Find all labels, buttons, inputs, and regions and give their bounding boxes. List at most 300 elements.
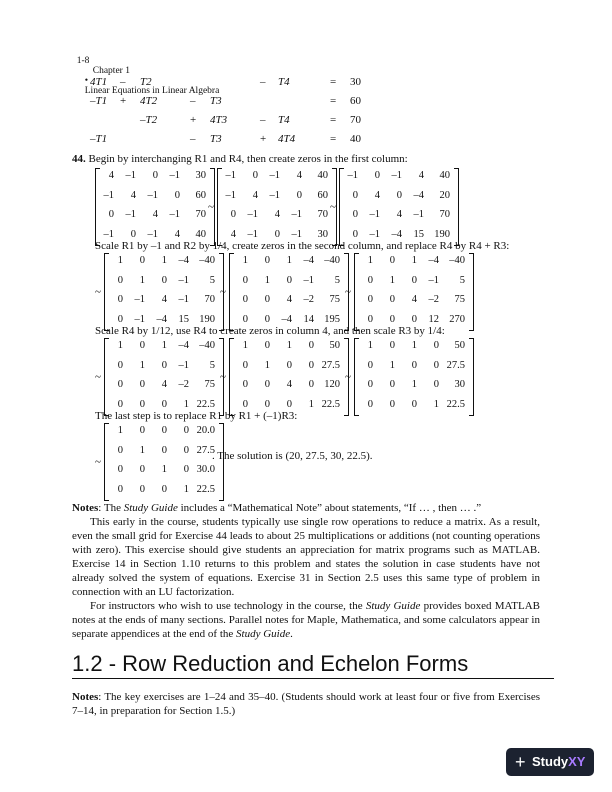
matrix-entry: –1 [178,274,189,286]
matrix-entry: 0 [367,398,373,410]
matrix-entry: –1 [225,170,236,181]
matrix-entry: 4 [296,170,302,181]
matrix-row [96,168,214,188]
matrix-row [230,338,348,358]
notes-paragraph-3 [72,599,540,641]
system-term: –T1 [90,95,108,107]
matrix-entry: 0 [411,313,417,325]
system-term: –T2 [140,114,158,126]
matrix-entry: 190 [199,313,215,325]
matrix-entry: 22.5 [196,483,215,495]
matrix-entry: 0 [117,464,123,475]
matrix-entry: 40 [317,170,328,181]
section-rule [72,678,554,679]
matrix-entry: 0 [389,294,395,305]
matrix-entry: 0 [139,379,145,390]
matrix-entry: 20.0 [196,425,215,436]
matrix-row [105,273,223,293]
augmented-matrix [229,338,349,416]
matrix-entry: 0 [389,379,395,390]
matrix-entry: 1 [286,340,292,351]
system-term: = [330,76,337,88]
matrix-row [340,188,458,208]
system-term: + [260,133,267,145]
augmented-matrix [104,423,224,501]
matrix-entry: 0 [242,398,248,410]
system-term: – [120,76,126,88]
system-term: T2 [140,76,152,88]
system-term: 4T2 [140,95,158,107]
system-term: = [330,133,337,145]
matrix-entry: 0 [183,444,189,456]
matrix-entry: –1 [428,274,439,286]
matrix-row [105,482,223,502]
matrix-entry: 1 [411,340,417,351]
system-term: 70 [350,114,361,126]
matrix-entry: 27.5 [321,359,340,371]
system-term: 4T4 [278,133,296,145]
matrix-entry: 0 [264,398,270,410]
matrix-entry: –1 [125,209,136,220]
matrix-entry: –1 [147,189,158,201]
matrix-entry: 0 [161,274,167,286]
matrix-entry: –1 [134,294,145,305]
matrix-entry: 30 [317,228,328,240]
matrix-entry: 0 [374,170,380,181]
system-term: + [120,95,127,107]
system-term: 4T3 [210,114,228,126]
matrix-entry: 15 [413,228,424,240]
matrix-entry: –1 [169,170,180,181]
matrix-entry: 0 [161,425,167,436]
matrix-entry: 1 [433,398,439,410]
matrix-row [105,377,223,397]
matrix-entry: 1 [161,255,167,266]
notes-p3-c: . [290,628,293,640]
matrix-entry: 0 [367,359,373,371]
matrix-entry: 1 [389,359,395,371]
matrix-entry: 60 [195,189,206,201]
row-equivalence-tilde: ~ [220,286,226,298]
matrix-entry: 0 [174,189,180,201]
matrix-entry: 0 [139,464,145,475]
badge-study: Study [532,754,569,769]
exercise-text: Begin by interchanging R1 and R4, then create zeros in the first column: [88,153,408,165]
matrix-row [230,273,348,293]
matrix-entry: –1 [225,189,236,201]
matrix-entry: 1 [367,255,373,266]
matrix-entry: 4 [130,189,136,201]
matrix-entry: 14 [303,313,314,325]
matrix-entry: 0 [433,379,439,390]
matrix-row [105,292,223,312]
matrix-entry: 0 [139,255,145,266]
caption-step3: Scale R4 by 1/12, use R4 to create zeros in column 4, and then scale R3 by 1/4: [95,325,445,337]
matrix-entry: 0 [411,398,417,410]
notes-label: Notes [72,691,99,703]
matrix-entry: 70 [439,209,450,220]
matrix-row [355,292,473,312]
matrix-entry: –4 [303,255,314,266]
matrix-entry: –1 [134,313,145,325]
matrix-entry: 70 [317,209,328,220]
matrix-row [230,377,348,397]
matrix-entry: 1 [308,398,314,410]
exercise-44-intro [72,153,408,165]
system-term: 60 [350,95,361,107]
matrix-entry: 1 [161,340,167,351]
matrix-row [105,253,223,273]
study-guide-ref: Study Guide [365,600,421,612]
matrix-entry: 0 [242,379,248,390]
matrix-entry: 0 [117,398,123,410]
matrix-entry: 1 [264,274,270,286]
augmented-matrix [104,338,224,416]
matrix-entry: 0 [161,483,167,495]
notes-label: Notes [72,502,99,514]
chapter-title: Linear Equations in Linear Algebra [84,86,220,96]
matrix-entry: 0 [242,359,248,371]
system-term: – [190,133,196,145]
matrix-entry: 4 [174,228,180,240]
matrix-entry: 1 [139,444,145,456]
matrix-entry: –2 [303,294,314,305]
matrix-entry: 75 [204,379,215,390]
row-equivalence-tilde: ~ [95,371,101,383]
matrix-entry: 1 [264,359,270,371]
matrix-entry: 0 [117,294,123,305]
matrix-entry: 0 [389,398,395,410]
matrix-entry: 22.5 [196,398,215,410]
matrix-entry: 0 [139,340,145,351]
row-equivalence-tilde: ~ [95,286,101,298]
matrix-entry: 4 [230,228,236,240]
matrix-entry: –4 [178,340,189,351]
matrix-entry: 0 [352,228,358,240]
augmented-matrix [229,253,349,331]
matrix-entry: –1 [178,294,189,305]
matrix-row [105,423,223,443]
row-equivalence-tilde: ~ [345,286,351,298]
page-number: 1-8 [76,56,90,66]
matrix-entry: 30 [454,379,465,390]
matrix-row [105,338,223,358]
system-term: –T1 [90,133,108,145]
system-term: 4T1 [90,76,108,88]
matrix-entry: 0 [396,189,402,201]
matrix-entry: 0 [411,359,417,371]
row-equivalence-tilde: ~ [330,201,336,213]
system-term: – [260,76,266,88]
matrix-entry: 50 [454,340,465,351]
matrix-row [105,462,223,482]
matrix-entry: 1 [242,340,248,351]
matrix-entry: 4 [374,189,380,201]
matrix-entry: 0 [264,294,270,305]
system-term: – [260,114,266,126]
matrix-entry: 1 [389,274,395,286]
system-term: T4 [278,114,290,126]
matrix-entry: 190 [434,228,450,240]
matrix-entry: –1 [269,170,280,181]
system-term: = [330,114,337,126]
exercise-number: 44. [72,153,86,165]
matrix-entry: 27.5 [446,359,465,371]
matrix-entry: –2 [428,294,439,305]
matrix-entry: 1 [411,379,417,390]
matrix-entry: 0 [139,425,145,436]
matrix-entry: 0 [367,294,373,305]
matrix-entry: 4 [152,209,158,220]
matrix-entry: –1 [169,209,180,220]
matrix-entry: 75 [454,294,465,305]
system-term: 40 [350,133,361,145]
notes-p3-b: provides boxed MATLAB notes at the ends of many sections. Parallel notes for Maple, Mathematica, and some calculators appear in separate appendices at the end of the [72,600,540,640]
matrix-entry: 40 [439,170,450,181]
matrix-entry: 0 [139,483,145,495]
matrix-row [355,253,473,273]
matrix-entry: 4 [161,294,167,305]
augmented-matrix [354,338,474,416]
matrix-entry: 1 [367,340,373,351]
matrix-entry: 0 [117,379,123,390]
matrix-entry: –1 [178,359,189,371]
matrix-entry: 1 [286,255,292,266]
matrix-entry: 0 [352,209,358,220]
matrix-entry: 0 [117,359,123,371]
solution-text: . The solution is (20, 27.5, 30, 22.5). [212,450,373,462]
matrix-entry: 4 [161,379,167,390]
matrix-entry: –4 [178,255,189,266]
matrix-entry: –1 [369,228,380,240]
matrix-row [230,358,348,378]
running-header [72,46,219,96]
matrix-row [355,397,473,417]
matrix-entry: 5 [459,274,465,286]
matrix-entry: 4 [274,209,280,220]
matrix-entry: –40 [449,255,465,266]
matrix-row [355,273,473,293]
caption-step2: Scale R1 by –1 and R2 by 1/4, create zeros in the second column, and replace R4 by R4 + R3: [95,240,510,252]
matrix-row [218,168,336,188]
matrix-entry: 20 [439,189,450,201]
section-notes-text: : The key exercises are 1–24 and 35–40. (Students should work at least four or five from Exercises 7–14, in preparation for Section 1.5.) [72,691,540,717]
matrix-entry: 270 [449,313,465,325]
matrix-entry: 70 [204,294,215,305]
matrix-entry: 1 [161,464,167,475]
notes-text-b: includes a “Mathematical Note” about statements, “If … , then … .” [177,502,482,514]
row-equivalence-tilde: ~ [220,371,226,383]
matrix-entry: 0 [117,313,123,325]
matrix-entry: 0 [411,274,417,286]
matrix-row [105,443,223,463]
matrix-entry: 1 [242,255,248,266]
matrix-entry: 195 [324,313,340,325]
matrix-entry: –40 [324,255,340,266]
augmented-matrix [95,168,215,246]
matrix-entry: –40 [199,340,215,351]
matrix-entry: 0 [308,379,314,390]
matrix-entry: 0 [242,294,248,305]
matrix-entry: 1 [183,398,189,410]
matrix-entry: 0 [117,483,123,495]
matrix-entry: 5 [334,274,340,286]
system-term: T4 [278,76,290,88]
matrix-entry: –1 [103,189,114,201]
augmented-matrix [217,168,337,246]
matrix-entry: 4 [396,209,402,220]
plus-icon: + [515,752,526,772]
matrix-entry: –1 [413,209,424,220]
matrix-entry: 22.5 [446,398,465,410]
matrix-entry: –1 [303,274,314,286]
matrix-entry: 0 [183,425,189,436]
notes-paragraph-1 [72,501,540,515]
matrix-entry: 0 [367,313,373,325]
matrix-entry: 0 [286,359,292,371]
matrix-entry: 0 [108,209,114,220]
matrix-entry: –1 [247,209,258,220]
matrix-row [230,292,348,312]
matrix-entry: 0 [117,444,123,456]
badge-brand [532,748,585,776]
matrix-entry: 30.0 [196,464,215,475]
study-guide-ref: Study Guide [123,502,178,514]
matrix-entry: 0 [367,274,373,286]
matrix-entry: –2 [178,379,189,390]
matrix-entry: 0 [264,313,270,325]
matrix-entry: 0 [389,255,395,266]
matrix-entry: 0 [308,359,314,371]
matrix-entry: –1 [347,170,358,181]
section-notes [72,690,540,718]
matrix-entry: 0 [161,359,167,371]
matrix-entry: –1 [103,228,114,240]
matrix-entry: 0 [286,274,292,286]
matrix-entry: 1 [117,255,123,266]
system-term: T3 [210,95,222,107]
matrix-entry: –1 [247,228,258,240]
matrix-entry: 1 [117,340,123,351]
matrix-entry: –4 [281,313,292,325]
matrix-entry: 5 [209,359,215,371]
chapter-label: Chapter 1 [92,66,130,76]
matrix-entry: 50 [329,340,340,351]
matrix-entry: 0 [242,313,248,325]
matrix-entry: 0 [264,255,270,266]
matrix-entry: 60 [317,189,328,201]
augmented-matrix [104,253,224,331]
matrix-entry: –1 [125,170,136,181]
matrix-entry: 0 [139,398,145,410]
badge-xy: XY [568,754,586,769]
matrix-entry: 4 [411,294,417,305]
matrix-entry: 0 [161,444,167,456]
row-equivalence-tilde: ~ [345,371,351,383]
matrix-row [96,188,214,208]
matrix-entry: –1 [269,189,280,201]
matrix-entry: 0 [389,340,395,351]
notes-block [72,501,540,641]
matrix-entry: 1 [183,483,189,495]
matrix-entry: 75 [329,294,340,305]
matrix-row [355,338,473,358]
matrix-entry: 0 [274,228,280,240]
matrix-entry: 0 [296,189,302,201]
matrix-entry: 0 [117,274,123,286]
caption-step4: The last step is to replace R1 by R1 + (–1)R3: [95,410,298,422]
section-heading: 1.2 - Row Reduction and Echelon Forms [72,651,469,676]
matrix-entry: –1 [147,228,158,240]
matrix-row [218,188,336,208]
matrix-entry: 5 [209,274,215,286]
matrix-entry: 0 [264,340,270,351]
matrix-entry: 40 [195,228,206,240]
matrix-entry: 1 [139,274,145,286]
matrix-row [105,358,223,378]
notes-text-a: : The [98,502,124,514]
matrix-entry: –1 [291,228,302,240]
section-notes-paragraph [72,690,540,718]
notes-p3-a: For instructors who wish to use technology in the course, the [90,600,366,612]
matrix-entry: 0 [352,189,358,201]
matrix-entry: –4 [391,228,402,240]
matrix-entry: 70 [195,209,206,220]
matrix-entry: 1 [139,359,145,371]
matrix-entry: 0 [230,209,236,220]
matrix-entry: 0 [308,340,314,351]
matrix-row [218,207,336,227]
matrix-entry: –1 [291,209,302,220]
matrix-row [340,207,458,227]
matrix-entry: 22.5 [321,398,340,410]
matrix-entry: –4 [413,189,424,201]
matrix-entry: 12 [428,313,439,325]
matrix-row [230,253,348,273]
matrix-entry: –1 [391,170,402,181]
matrix-row [340,168,458,188]
matrix-entry: 4 [108,170,114,181]
header-bullet: • [84,76,89,86]
matrix-entry: 0 [252,170,258,181]
matrix-row [96,207,214,227]
matrix-entry: –1 [369,209,380,220]
matrix-entry: –4 [156,313,167,325]
matrix-entry: 120 [324,379,340,390]
augmented-matrix [354,253,474,331]
system-term: 30 [350,76,361,88]
matrix-entry: 0 [242,274,248,286]
matrix-entry: 0 [161,398,167,410]
matrix-row [355,358,473,378]
system-term: + [190,114,197,126]
matrix-entry: 0 [286,398,292,410]
matrix-entry: 0 [389,313,395,325]
matrix-entry: 0 [367,379,373,390]
matrix-entry: 4 [418,170,424,181]
matrix-entry: 1 [411,255,417,266]
studyxy-badge[interactable] [506,748,594,776]
matrix-row [355,377,473,397]
system-term: = [330,95,337,107]
matrix-entry: 0 [130,228,136,240]
matrix-entry: –4 [428,255,439,266]
matrix-entry: –40 [199,255,215,266]
matrix-entry: 0 [433,340,439,351]
matrix-entry: 15 [178,313,189,325]
matrix-entry: 4 [286,294,292,305]
matrix-entry: 1 [117,425,123,436]
